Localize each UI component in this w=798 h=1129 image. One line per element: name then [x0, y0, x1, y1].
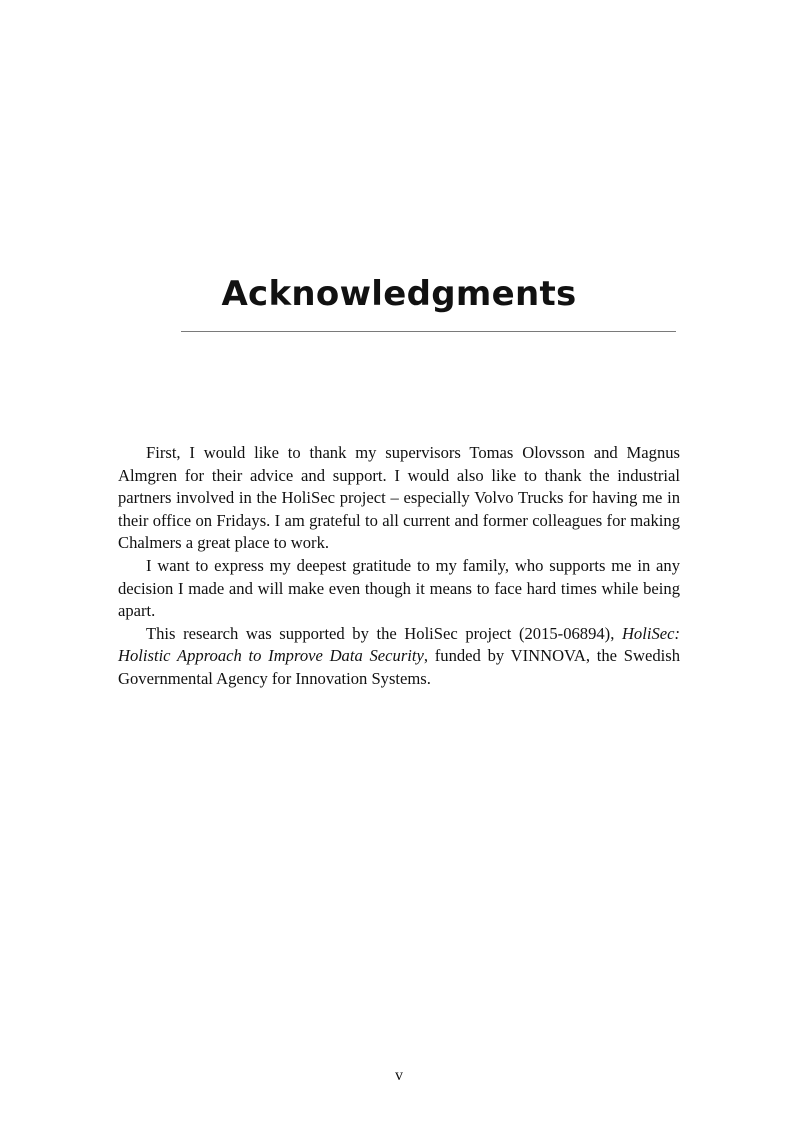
paragraph-supervisors: First, I would like to thank my supervisors Tomas Olovsson and Magnus Almgren for their advice and support. I would also like to thank the industrial partners involved in the HoliSec project – especially Volvo Trucks for having me in their office on Fridays. I am grateful to all current and former colleagues for making Chalmers a great place to work.	[118, 443, 680, 553]
paragraph-family: I want to express my deepest gratitude to my family, who supports me in any decision I made and will make even though it means to face hard times while being apart.	[118, 555, 680, 621]
project-title: HoliSec: Holistic Approach to Improve Data Security	[118, 623, 680, 666]
funding-text-start: This research was supported by the HoliSec project (2015-06894),	[146, 623, 622, 643]
title-divider	[181, 331, 676, 332]
page-number: v	[395, 1067, 403, 1084]
chapter-title: Acknowledgments	[221, 274, 577, 314]
acknowledgments-body	[118, 442, 680, 691]
funding-text-end: , funded by VINNOVA, the Swedish Governmental Agency for Innovation Systems.	[118, 646, 680, 688]
paragraph-funding	[118, 623, 680, 691]
